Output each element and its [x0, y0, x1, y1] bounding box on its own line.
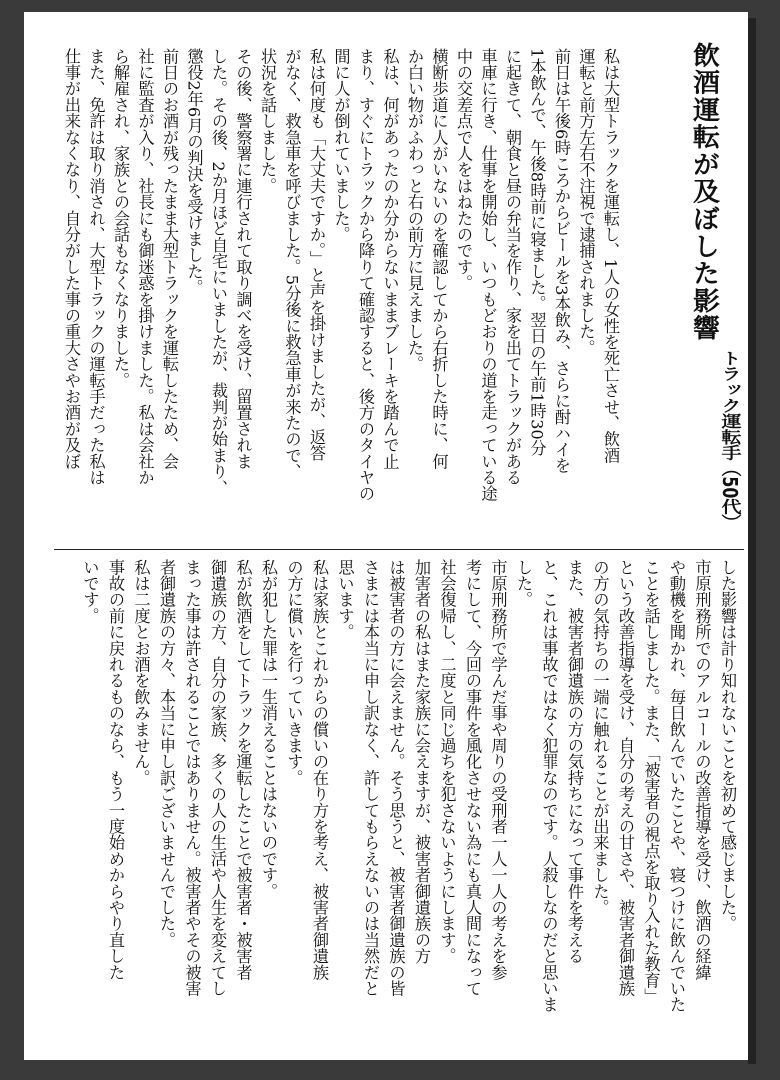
upper-text-line: 私は、何があったのか分からないままブレーキを踏んで止 — [380, 48, 400, 470]
lower-text-line: 私は家族とこれからの償いの在り方を考え、被害者御遺族 — [310, 559, 329, 981]
lower-text-line: ことを話しました。また、「被害者の視点を取り入れた教育」 — [641, 559, 661, 1005]
lower-text-line: 社会復帰し、二度と同じ過ちを犯さないようにします。 — [437, 559, 457, 964]
upper-text-line: 1本飲んで、午後8時前に寝ました。翌日の午前1時30分 — [527, 48, 547, 456]
upper-text-line: 車庫に行き、仕事を開始し、いつもどおりの道を走っている途 — [478, 48, 498, 502]
upper-text-line: また、免許は取り消され、大型トラックの運転手だった私は — [86, 48, 106, 486]
upper-text-line: その後、警察署に連行されて取り調べを受け、留置されま — [233, 48, 253, 470]
lower-text-line: また、被害者御遺族の方の気持ちになって事件を考える — [565, 559, 584, 964]
lower-text-line: 私が犯した罪は一生消えることはないのです。 — [259, 559, 278, 900]
lower-text-line: いです。 — [80, 559, 100, 624]
upper-text-line: 前日は午後6時ころからビールを3本飲み、さらに酎ハイを — [552, 48, 571, 474]
lower-text-line: した。 — [514, 559, 533, 608]
upper-text-line: 社に監査が入り、社長にも御迷惑を掛けました。私は会社か — [135, 48, 155, 486]
lower-text-line: は被害者の方に会えません。そう思うと、被害者御遺族の皆 — [386, 559, 406, 997]
lower-text-line: 考にして、今回の事件を風化させない為にも真人間になって — [463, 559, 482, 997]
lower-text-line: 事故の前に戻れるものなら、もう一度始めからやり直した — [106, 559, 125, 981]
lower-text-line: 私は二度とお酒を飲みません。 — [131, 559, 151, 786]
lower-text-line: という改善指導を受け、自分の考えの甘さや、被害者御遺族 — [616, 559, 635, 997]
section-divider — [54, 549, 744, 550]
lower-text-line: 加害者の私はまた家族に会えますが、被害者御遺族の方 — [412, 559, 431, 964]
upper-text-line: 運転と前方左右不注視で逮捕されました。 — [576, 48, 596, 356]
lower-text-line: した影響は計り知れないことを初めて感じました。 — [718, 559, 737, 932]
upper-text-line: 横断歩道に人がいないのを確認してから右折した時に、何 — [429, 48, 449, 470]
upper-text-line: に起きて、朝食と昼の弁当を作り、家を出てトラックがある — [503, 48, 522, 486]
upper-text-line: 間に人が倒れていました。 — [331, 48, 351, 243]
upper-text-line: がなく、救急車を呼びました。5分後に救急車が来たので、 — [282, 48, 302, 480]
lower-text-line: まった事は許されることではありません。被害者やその被害 — [182, 559, 202, 997]
upper-text-line: 仕事が出来なくなり、自分がした事の重大さやお酒が及ぼ — [62, 48, 81, 470]
lower-text-line: 市原刑務所で学んだ事や周りの受刑者一人一人の考えを参 — [488, 559, 508, 981]
upper-text-line: 懲役2年6月の判決を受けました。 — [184, 48, 204, 296]
lower-text-line: 思います。 — [335, 559, 355, 640]
upper-text-line: 前日のお酒が残ったまま大型トラックを運転したため、会 — [160, 48, 179, 470]
article-title: 飲酒運転が及ぼした影響 — [688, 42, 719, 342]
upper-text-line: 状況を話しました。 — [258, 48, 277, 194]
lower-text-line: の方の気持ちの一端に触れることが出来ました。 — [590, 559, 610, 916]
upper-text-line: 中の交差点で人をはねたのです。 — [454, 48, 473, 291]
upper-text-line: か白い物がふわっと右の前方に見えました。 — [405, 48, 424, 372]
page-shadow — [748, 18, 756, 1064]
lower-text-line: 私が飲酒をしてトラックを運転したことで被害者・被害者 — [233, 559, 253, 981]
lower-text-line: の方に償いを行っていきます。 — [284, 559, 304, 786]
upper-text-line: した。その後、2か月ほど自宅にいましたが、裁判が始まり、 — [209, 48, 228, 496]
upper-text-line: 私は何度も「大丈夫ですか。」と声を掛けましたが、返答 — [307, 48, 326, 462]
lower-text-line: 市原刑務所でのアルコールの改善指導を受け、飲酒の経緯 — [692, 559, 712, 981]
upper-text-line: ら解雇され、家族との会話もなくなりました。 — [111, 48, 130, 389]
lower-text-line: と、これは事故ではなく犯罪なのです。人殺しなのだと思いま — [539, 559, 559, 1013]
lower-text-line: や動機を聞かれ、毎日飲んでいたことや、寝つけに飲んでいた — [667, 559, 686, 1013]
lower-text-line: さまには本当に申し訳なく、許してもらえないのは当然だと — [361, 559, 380, 997]
upper-text-line: 私は大型トラックを運転し、1人の女性を死亡させ、飲酒 — [601, 48, 620, 464]
author-byline: トラック運転手（50代） — [718, 350, 742, 530]
document-page — [24, 12, 748, 1060]
upper-text-line: まり、すぐにトラックから降りて確認すると、後方のタイヤの — [356, 48, 375, 502]
lower-text-line: 御遺族の方、自分の家族、多くの人の生活や人生を変えてし — [208, 559, 227, 997]
lower-text-line: 者御遺族の方々、本当に申し訳ございませんでした。 — [157, 559, 176, 948]
